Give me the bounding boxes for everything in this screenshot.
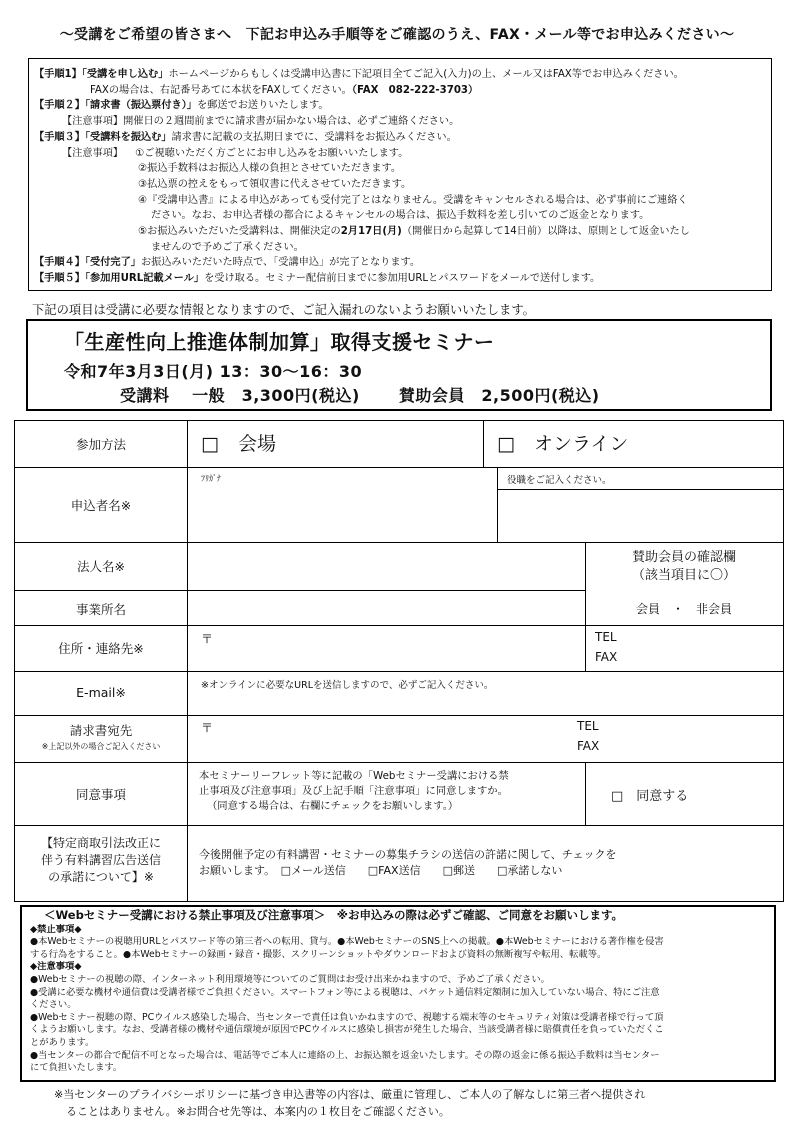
application-form-table <box>14 420 784 902</box>
caution-2a: ●受講に必要な機材や通信費は受講者様でご負担ください。スマートフォン等による視聴は、パケット通信料定額制に加入していない場合、特にご注意 <box>30 986 660 998</box>
postal-mark: 〒 <box>201 632 214 646</box>
law-consent-label-line-3: の承諾について】※ <box>48 870 154 884</box>
fill-in-prompt: 下記の項目は受講に必要な情報となりますので、ご記入漏れのないようお願いいたします。 <box>32 303 535 317</box>
step-3-note-1-text: ①ご視聴いただく方ごとにお申し込みをお願いいたします。 <box>135 147 409 159</box>
step-3-note-3: ③払込票の控えをもって領収書に代えさせていただきます。 <box>138 178 412 190</box>
step-2-tag: 【手順２】 <box>34 100 85 112</box>
col-divider <box>497 467 498 542</box>
webinar-rules-box <box>20 905 776 1082</box>
prohibited-title: ◆禁止事項◆ <box>30 923 82 935</box>
top-notice: 〜受講をご希望の皆さまへ 下記お申込み手順等をご確認のうえ、FAX・メール等でお申込みください〜 <box>59 27 735 43</box>
tel-label: TEL <box>595 630 617 644</box>
row-divider <box>15 467 783 468</box>
prohibited-line-2: する行為をすること。●本Webセミナーの録画・録音・撮影、スクリーンショットやダウンロードおよび資料の無断複写や転用、転載等。 <box>30 948 607 960</box>
step-3-note-5b: ませんので予めご了承ください。 <box>151 241 304 253</box>
agreement-text-line-3: （同意する場合は、右欄にチェックをお願いします。） <box>207 800 459 812</box>
seminar-datetime: 令和7年3月3日(月) 13：30〜16：30 <box>64 362 363 381</box>
step-1-title: 「受講を申し込む」 <box>81 69 169 80</box>
member-check-hint: （該当項目に〇） <box>631 568 736 583</box>
online-checkbox[interactable]: □ オンライン <box>497 433 629 455</box>
member-check-title: 賛助会員の確認欄 <box>631 550 736 565</box>
step-3-text: 請求書に記載の支払期日までに、受講料をお振込みください。 <box>171 131 457 143</box>
row-divider <box>15 590 585 591</box>
agreement-text-line-2: 止事項及び注意事項」及び上記手順「注意事項」に同意しますか。 <box>199 785 508 797</box>
step-4-tag: 【手順４】 <box>34 257 85 269</box>
step-3-note-2: ②振込手数料はお振込人様の負担とさせていただきます。 <box>138 163 402 175</box>
row-divider <box>15 671 783 672</box>
address-contact-label: 住所・連絡先※ <box>58 641 144 656</box>
step-4-text: お振込みいただいた時点で、「受講申込」が完了となります。 <box>140 257 421 269</box>
row-divider <box>497 489 783 490</box>
step-4 <box>34 255 767 271</box>
row-divider <box>15 625 783 626</box>
webinar-rules-heading: ＜Webセミナー受講における禁止事項及び注意事項＞ ※お申込みの際は必ずご確認、ご同意をお願いします。 <box>44 908 624 922</box>
caution-3b: くようお願いします。なお、受講者様の機材や通信環境が原因でPCウイルスに感染し損害が発生した場合、当該受講者様に賠償責任を負っていただくこ <box>30 1024 664 1036</box>
row-divider <box>15 762 783 763</box>
position-hint: 役職をご記入ください。 <box>507 475 612 486</box>
step-5-text: を受け取る。セミナー配信前日までに参加用URLとパスワードをメールで送付します。 <box>204 273 601 285</box>
invoice-fax-label: FAX <box>577 739 600 753</box>
invoice-address-label: 請求書宛先 <box>69 723 133 738</box>
law-consent-label-line-1: 【特定商取引法改正に <box>40 836 161 850</box>
corporation-name-label: 法人名※ <box>77 559 125 574</box>
seminar-fee: 受講料 一般 3,300円(税込) 賛助会員 2,500円(税込) <box>120 386 600 405</box>
step-3-note-4a: ④『受講申込書』による申込があっても受付完了とはなりません。受講をキャンセルされる場合は、必ず事前にご連絡く <box>138 194 688 206</box>
caution-1: ●Webセミナーの視聴の際、インターネット利用環境等についてのご質問はお受け出来かねますので、予めご了承ください。 <box>30 973 550 985</box>
step-2-title: 「請求書（振込票付き）」 <box>84 100 197 112</box>
fax-label: FAX <box>595 650 618 664</box>
step-1-sub <box>34 83 767 99</box>
email-label: E-mail※ <box>76 685 126 700</box>
step-3 <box>34 130 767 146</box>
applicant-name-label: 申込者名※ <box>70 498 132 513</box>
seminar-title-box <box>26 319 772 411</box>
agreement-text <box>199 769 585 814</box>
law-consent-label <box>15 835 187 886</box>
office-name-field[interactable] <box>193 595 579 621</box>
step-5 <box>34 271 767 287</box>
step-1-tag: 【手順1】 <box>34 69 82 80</box>
applicant-name-field[interactable] <box>193 493 491 537</box>
privacy-notice <box>54 1086 645 1120</box>
step-2-text: を郵送でお送りいたします。 <box>197 100 329 112</box>
col-divider <box>483 421 484 467</box>
step-1-sub-text: FAXの場合は、右記番号あてに本状をFAXしてください。 <box>90 84 352 96</box>
step-3-title: 「受講料を振込む」 <box>84 131 172 143</box>
seminar-title: 「生産性向上推進体制加算」取得支援セミナー <box>64 330 495 354</box>
participation-method-label: 参加方法 <box>75 437 126 452</box>
step-1 <box>34 67 767 83</box>
privacy-line-2: ることはありません。※お問合せ先等は、本案内の１枚目をご確認ください。 <box>66 1105 450 1118</box>
invoice-note: ※上記以外の場合ご記入ください <box>41 742 161 751</box>
member-options[interactable]: 会員 ・ 非会員 <box>635 602 732 616</box>
agreement-text-line-1: 本セミナーリーフレット等に記載の「Webセミナー受講における禁 <box>199 770 509 782</box>
col-divider <box>187 421 188 901</box>
caution-2b: ください。 <box>30 999 77 1011</box>
step-2 <box>34 98 767 114</box>
step-3-note-5a-post: （開催日から起算して14日前）以降は、原則として返金いたし <box>401 226 690 238</box>
step-3-note-4b: ださい。なお、お申込者様の都合によるキャンセルの場合は、振込手数料を差し引いてのご返金となります。 <box>151 210 650 222</box>
privacy-line-1: ※当センターのプライバシーポリシーに基づき申込書等の内容は、厳重に管理し、ご本人の了解なしに第三者へ提供され <box>54 1088 646 1101</box>
row-divider <box>15 542 783 543</box>
agreement-label: 同意事項 <box>75 787 126 802</box>
row-divider <box>15 825 783 826</box>
refund-deadline-date: 2月17日(月) <box>340 226 402 238</box>
furigana-label: ﾌﾘｶﾞﾅ <box>201 474 221 483</box>
procedure-steps-box <box>28 58 772 291</box>
invoice-tel-label: TEL <box>577 719 599 733</box>
office-name-label: 事業所名 <box>75 602 126 617</box>
email-field[interactable] <box>193 691 777 711</box>
step-3-tag: 【手順３】 <box>34 131 85 143</box>
law-consent-options[interactable] <box>199 847 616 879</box>
prohibited-line-1: ●本Webセミナーの視聴用URLとパスワード等の第三者への転用、貸与。●本WebセミナーのSNS上への掲載。●本Webセミナーにおける著作権を侵害 <box>30 936 664 948</box>
step-5-title: 「参加用URL記載メール」 <box>84 273 205 285</box>
law-consent-label-line-2: 伴う有料講習広告送信 <box>40 853 161 867</box>
cautions-title: ◆注意事項◆ <box>30 961 82 973</box>
email-hint: ※オンラインに必要なURLを送信しますので、必ずご記入ください。 <box>201 680 494 691</box>
col-divider <box>585 762 586 825</box>
position-field[interactable] <box>503 493 777 537</box>
caution-3a: ●Webセミナー視聴の際、PCウイルス感染した場合、当センターで責任は負いかねますので、視聴する端末等のセキュリティ対策は受講者様で行って頂 <box>30 1011 664 1023</box>
step-2-note: 【注意事項】開催日の２週間前までに請求書が届かない場合は、必ずご連絡ください。 <box>62 116 460 128</box>
fax-number: （FAX 082-222-3703） <box>351 84 479 96</box>
step-1-text: ホームページからもしくは受講申込書に下記項目全てご記入(入力)の上、メール又はFAX等でお申込みください。 <box>168 69 684 80</box>
step-3-note-5a <box>34 224 767 240</box>
corporation-name-field[interactable] <box>193 547 579 585</box>
venue-checkbox[interactable]: □ 会場 <box>201 433 276 455</box>
step-3-note-5a-pre: ⑤お振込みいただいた受講料は、開催決定の <box>138 226 341 238</box>
step-5-tag: 【手順５】 <box>34 273 85 285</box>
row-divider <box>15 715 783 716</box>
law-consent-text-line-2[interactable]: お願いします。 □メール送信 □FAX送信 □郵送 □承諾しない <box>199 864 563 877</box>
invoice-postal-mark: 〒 <box>201 721 214 735</box>
step-3-note-label: 【注意事項】 <box>62 147 124 159</box>
law-consent-text-line-1: 今後開催予定の有料講習・セミナーの募集チラシの送信の許諾に関して、チェックを <box>199 848 617 861</box>
agree-checkbox[interactable]: □ 同意する <box>611 789 689 804</box>
caution-3c: とがあります。 <box>30 1036 95 1048</box>
step-4-title: 「受付完了」 <box>84 257 141 269</box>
step-3-note-1 <box>34 146 767 162</box>
caution-4b: にて負担いたします。 <box>30 1062 123 1074</box>
caution-4a: ●当センターの都合で配信不可となった場合は、電話等でご本人に連絡の上、お振込額を返金いたします。その際の返金に係る振込手数料は当センター <box>30 1049 660 1061</box>
